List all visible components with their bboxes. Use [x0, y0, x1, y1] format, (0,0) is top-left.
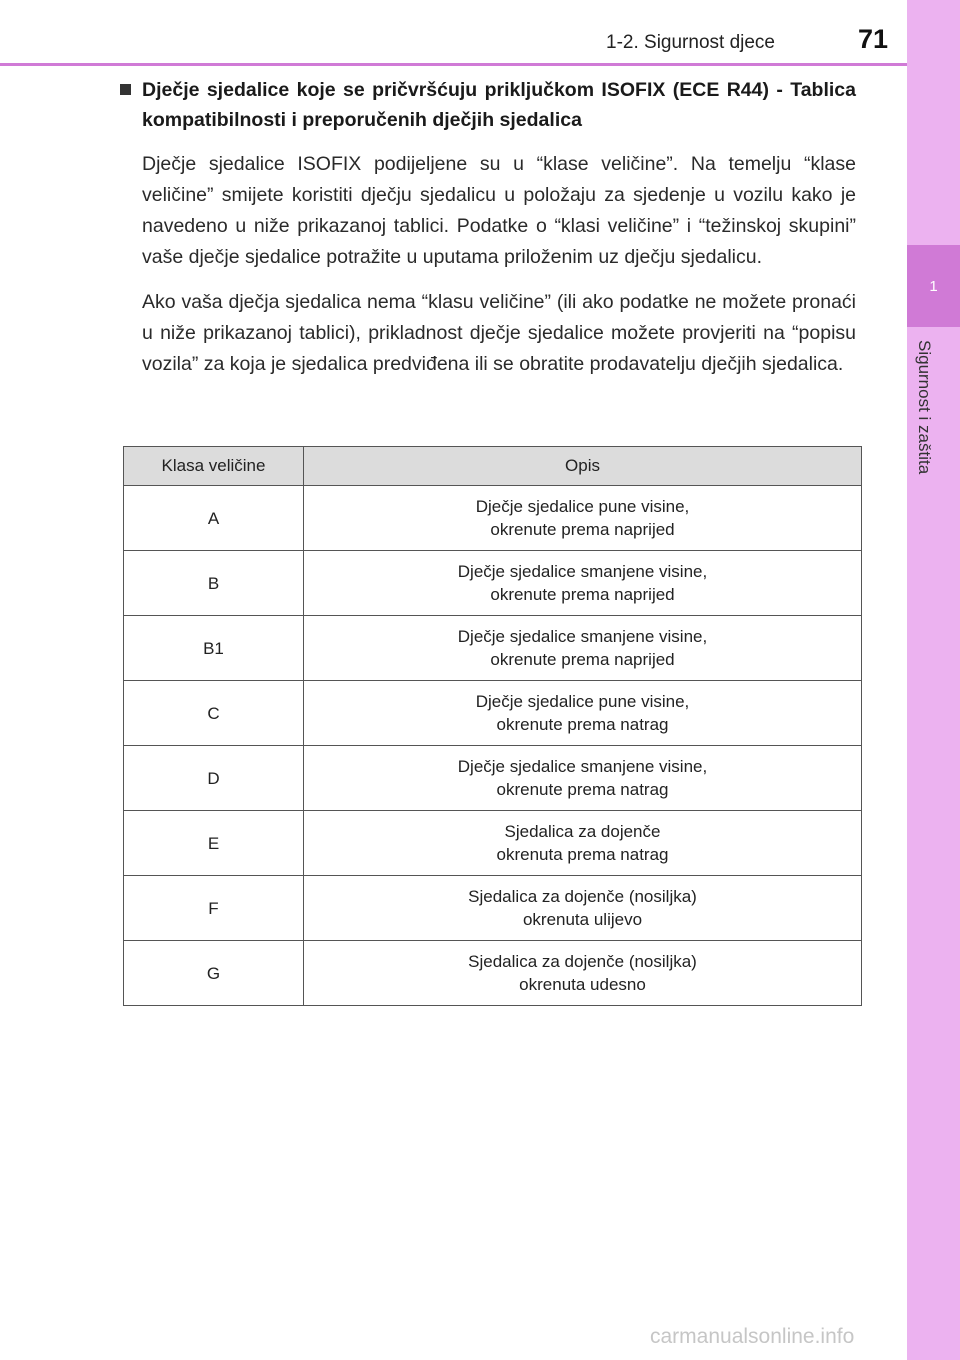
- description-cell: Dječje sjedalice smanjene visine, okrenute prema naprijed: [304, 551, 862, 616]
- table-row: [124, 616, 862, 681]
- description-cell: Dječje sjedalice pune visine, okrenute prema natrag: [304, 681, 862, 746]
- column-header-description: Opis: [304, 447, 862, 486]
- column-header-class: Klasa veličine: [124, 447, 304, 486]
- table-row: [124, 746, 862, 811]
- size-class-cell: E: [124, 811, 304, 876]
- size-class-cell: F: [124, 876, 304, 941]
- size-class-cell: G: [124, 941, 304, 1006]
- running-head: 1-2. Sigurnost djece: [606, 32, 775, 53]
- paragraph-2: Ako vaša dječja sjedalica nema “klasu veličine” (ili ako podatke ne možete pronaći u niže prikazanoj tablici), prikladnost dječje sjedalice možete provjeriti na “popisu vozila” za koja je sjedalica predviđena ili se obratite prodavatelju dječjih sjedalica.: [142, 291, 856, 375]
- description-cell: Sjedalica za dojenče (nosiljka) okrenuta udesno: [304, 941, 862, 1006]
- paragraph-1: Dječje sjedalice ISOFIX podijeljene su u “klase veličine”. Na temelju “klase veličine” smijete koristiti dječju sjedalicu u položaju za sjedenje u vozilu kako je navedeno u niže prikazanoj tablici. Podatke o “klasi veličine” i “težinskoj skupini” vaše dječje sjedalice potražite u uputama priloženim uz dječju sjedalicu.: [142, 153, 856, 268]
- header-divider: [0, 63, 907, 66]
- side-tab: [907, 0, 960, 1360]
- description-cell: Dječje sjedalice pune visine, okrenute prema naprijed: [304, 486, 862, 551]
- size-class-cell: C: [124, 681, 304, 746]
- content-section: [120, 75, 856, 380]
- section-heading-text: Dječje sjedalice koje se pričvršćuju priključkom ISOFIX (ECE R44) - Tablica kompatibilnosti i preporučenih dječjih sjedalica: [142, 79, 856, 131]
- table-header-row: [124, 447, 862, 486]
- size-class-cell: B1: [124, 616, 304, 681]
- chapter-number-box[interactable]: [907, 245, 960, 327]
- size-class-cell: D: [124, 746, 304, 811]
- size-class-table: [123, 446, 862, 1006]
- table-row: [124, 681, 862, 746]
- size-class-cell: A: [124, 486, 304, 551]
- table-row: [124, 876, 862, 941]
- table-row: [124, 551, 862, 616]
- section-heading: [120, 75, 856, 135]
- chapter-number: 1: [929, 277, 938, 295]
- table-row: [124, 811, 862, 876]
- table-row: [124, 941, 862, 1006]
- size-class-cell: B: [124, 551, 304, 616]
- description-cell: Sjedalica za dojenče okrenuta prema natrag: [304, 811, 862, 876]
- chapter-title: Sigurnost i zaštita: [915, 340, 934, 475]
- description-cell: Sjedalica za dojenče (nosiljka) okrenuta ulijevo: [304, 876, 862, 941]
- page-number: 71: [858, 24, 889, 54]
- description-cell: Dječje sjedalice smanjene visine, okrenute prema natrag: [304, 746, 862, 811]
- table-row: [124, 486, 862, 551]
- description-cell: Dječje sjedalice smanjene visine, okrenute prema naprijed: [304, 616, 862, 681]
- watermark: carmanualsonline.info: [650, 1325, 855, 1348]
- square-bullet-icon: [120, 84, 131, 95]
